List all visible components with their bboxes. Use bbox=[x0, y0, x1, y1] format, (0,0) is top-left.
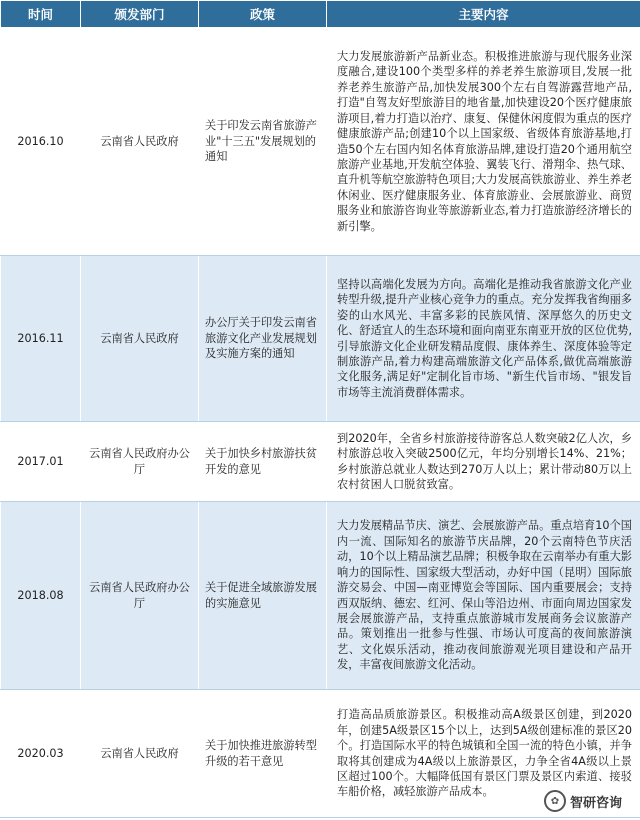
table-row bbox=[1, 28, 640, 256]
row-content: 大力发展旅游新产品新业态。积极推进旅游与现代服务业深度融合,建设100个类型多样的养老养生旅游项目,发展一批养老养生旅游产品,加快发展300个左右自驾游露营地产品,打造"自驾友好型旅游目的地省量,加快建设20个医疗健康旅游项目,着力打造以治疗、康复、保健休闲度假为重点的医疗健康旅游产品;创建10个以上国家级、省级体育旅游基地,打造50个左右国内知名体育旅游品牌,建设打造20个通用航空旅游产业基地,开发航空体验、翼装飞行、滑翔伞、热气球、直升机等航空旅游特色项目;大力发展高铁旅游业、养生养老休闲业、医疗健康服务业、体育旅游业、会展旅游业、商贸服务业和旅游咨询业等旅游新业态,着力打造旅游经济增长的新引擎。 bbox=[327, 28, 640, 256]
row-date: 2020.03 bbox=[1, 690, 81, 818]
row-dept: 云南省人民政府办公厅 bbox=[81, 502, 199, 690]
watermark-text: 智研咨询 bbox=[569, 795, 622, 811]
table-header bbox=[1, 1, 640, 28]
row-dept: 云南省人民政府 bbox=[81, 28, 199, 256]
table-row bbox=[1, 502, 640, 690]
row-date: 2016.10 bbox=[1, 28, 81, 256]
row-content: 打造高品质旅游景区。积极推动高A级景区创建，到2020年，创建5A级景区15个以上，达到5A级创建标准的景区20个。打造国际水平的特色城镇和全国一流的特色小镇，并争取将其创建成为4A级以上旅游景区，力争全省4A级以上景区超过100个。大幅降低国有景区门票及景区内索道、接驳车船价格，减轻旅游产品成本。 bbox=[327, 690, 640, 818]
row-policy: 办公厅关于印发云南省旅游文化产业发展规划及实施方案的通知 bbox=[199, 256, 327, 422]
row-dept: 云南省人民政府 bbox=[81, 256, 199, 422]
row-date: 2017.01 bbox=[1, 422, 81, 502]
row-dept: 云南省人民政府 bbox=[81, 690, 199, 818]
row-policy: 关于促进全域旅游发展的实施意见 bbox=[199, 502, 327, 690]
row-date: 2018.08 bbox=[1, 502, 81, 690]
row-policy: 关于印发云南省旅游产业"十三五"发展规划的通知 bbox=[199, 28, 327, 256]
row-date: 2016.11 bbox=[1, 256, 81, 422]
row-content: 到2020年，全省乡村旅游接待游客总人数突破2亿人次，乡村旅游总收入突破2500亿元，年均分别增长14%、21%；乡村旅游总就业人数达到270万人以上；累计带动80万以上农村贫困人口脱贫致富。 bbox=[327, 422, 640, 502]
header-policy: 政策 bbox=[199, 1, 327, 28]
row-dept: 云南省人民政府办公厅 bbox=[81, 422, 199, 502]
row-content: 坚持以高端化发展为方向。高端化是推动我省旅游文化产业转型升级,提升产业核心竞争力的重点。充分发挥我省绚丽多姿的山水风光、丰富多彩的民族风情、深厚悠久的历史文化、舒适宜人的生态环境和面向南亚东南亚开放的区位优势,引导旅游文化企业研发精品度假、康体养生、深度体验等定制旅游产品,着力构建高端旅游文化产品体系,做优高端旅游文化服务,满足好"定制化旨市场、"新生代旨市场、"银发旨市场等主流消费群体需求。 bbox=[327, 256, 640, 422]
header-content: 主要内容 bbox=[327, 1, 640, 28]
table-row bbox=[1, 256, 640, 422]
row-policy: 关于加快乡村旅游扶贫开发的意见 bbox=[199, 422, 327, 502]
row-content: 大力发展精品节庆、演艺、会展旅游产品。重点培育10个国内一流、国际知名的旅游节庆品牌，20个云南特色节庆活动，10个以上精品演艺品牌；积极争取在云南举办有重大影响力的国际性、国家级大型活动，办好中国（昆明）国际旅游交易会、中国—南亚博览会等国际、国内重要展会；支持西双版纳、德宏、红河、保山等沿边州、市面向周边国家发展会展旅游产品，支持重点旅游城市发展商务会议旅游产品。策划推出一批参与性强、市场认可度高的夜间旅游演艺、文化娱乐活动，推动夜间旅游观光项目建设和产品开发，丰富夜间旅游文化活动。 bbox=[327, 502, 640, 690]
header-dept: 颁发部门 bbox=[81, 1, 199, 28]
table-row bbox=[1, 422, 640, 502]
wechat-icon: ✿ bbox=[544, 790, 566, 812]
watermark bbox=[544, 790, 622, 812]
header-date: 时间 bbox=[1, 1, 81, 28]
row-policy: 关于加快推进旅游转型升级的若干意见 bbox=[199, 690, 327, 818]
